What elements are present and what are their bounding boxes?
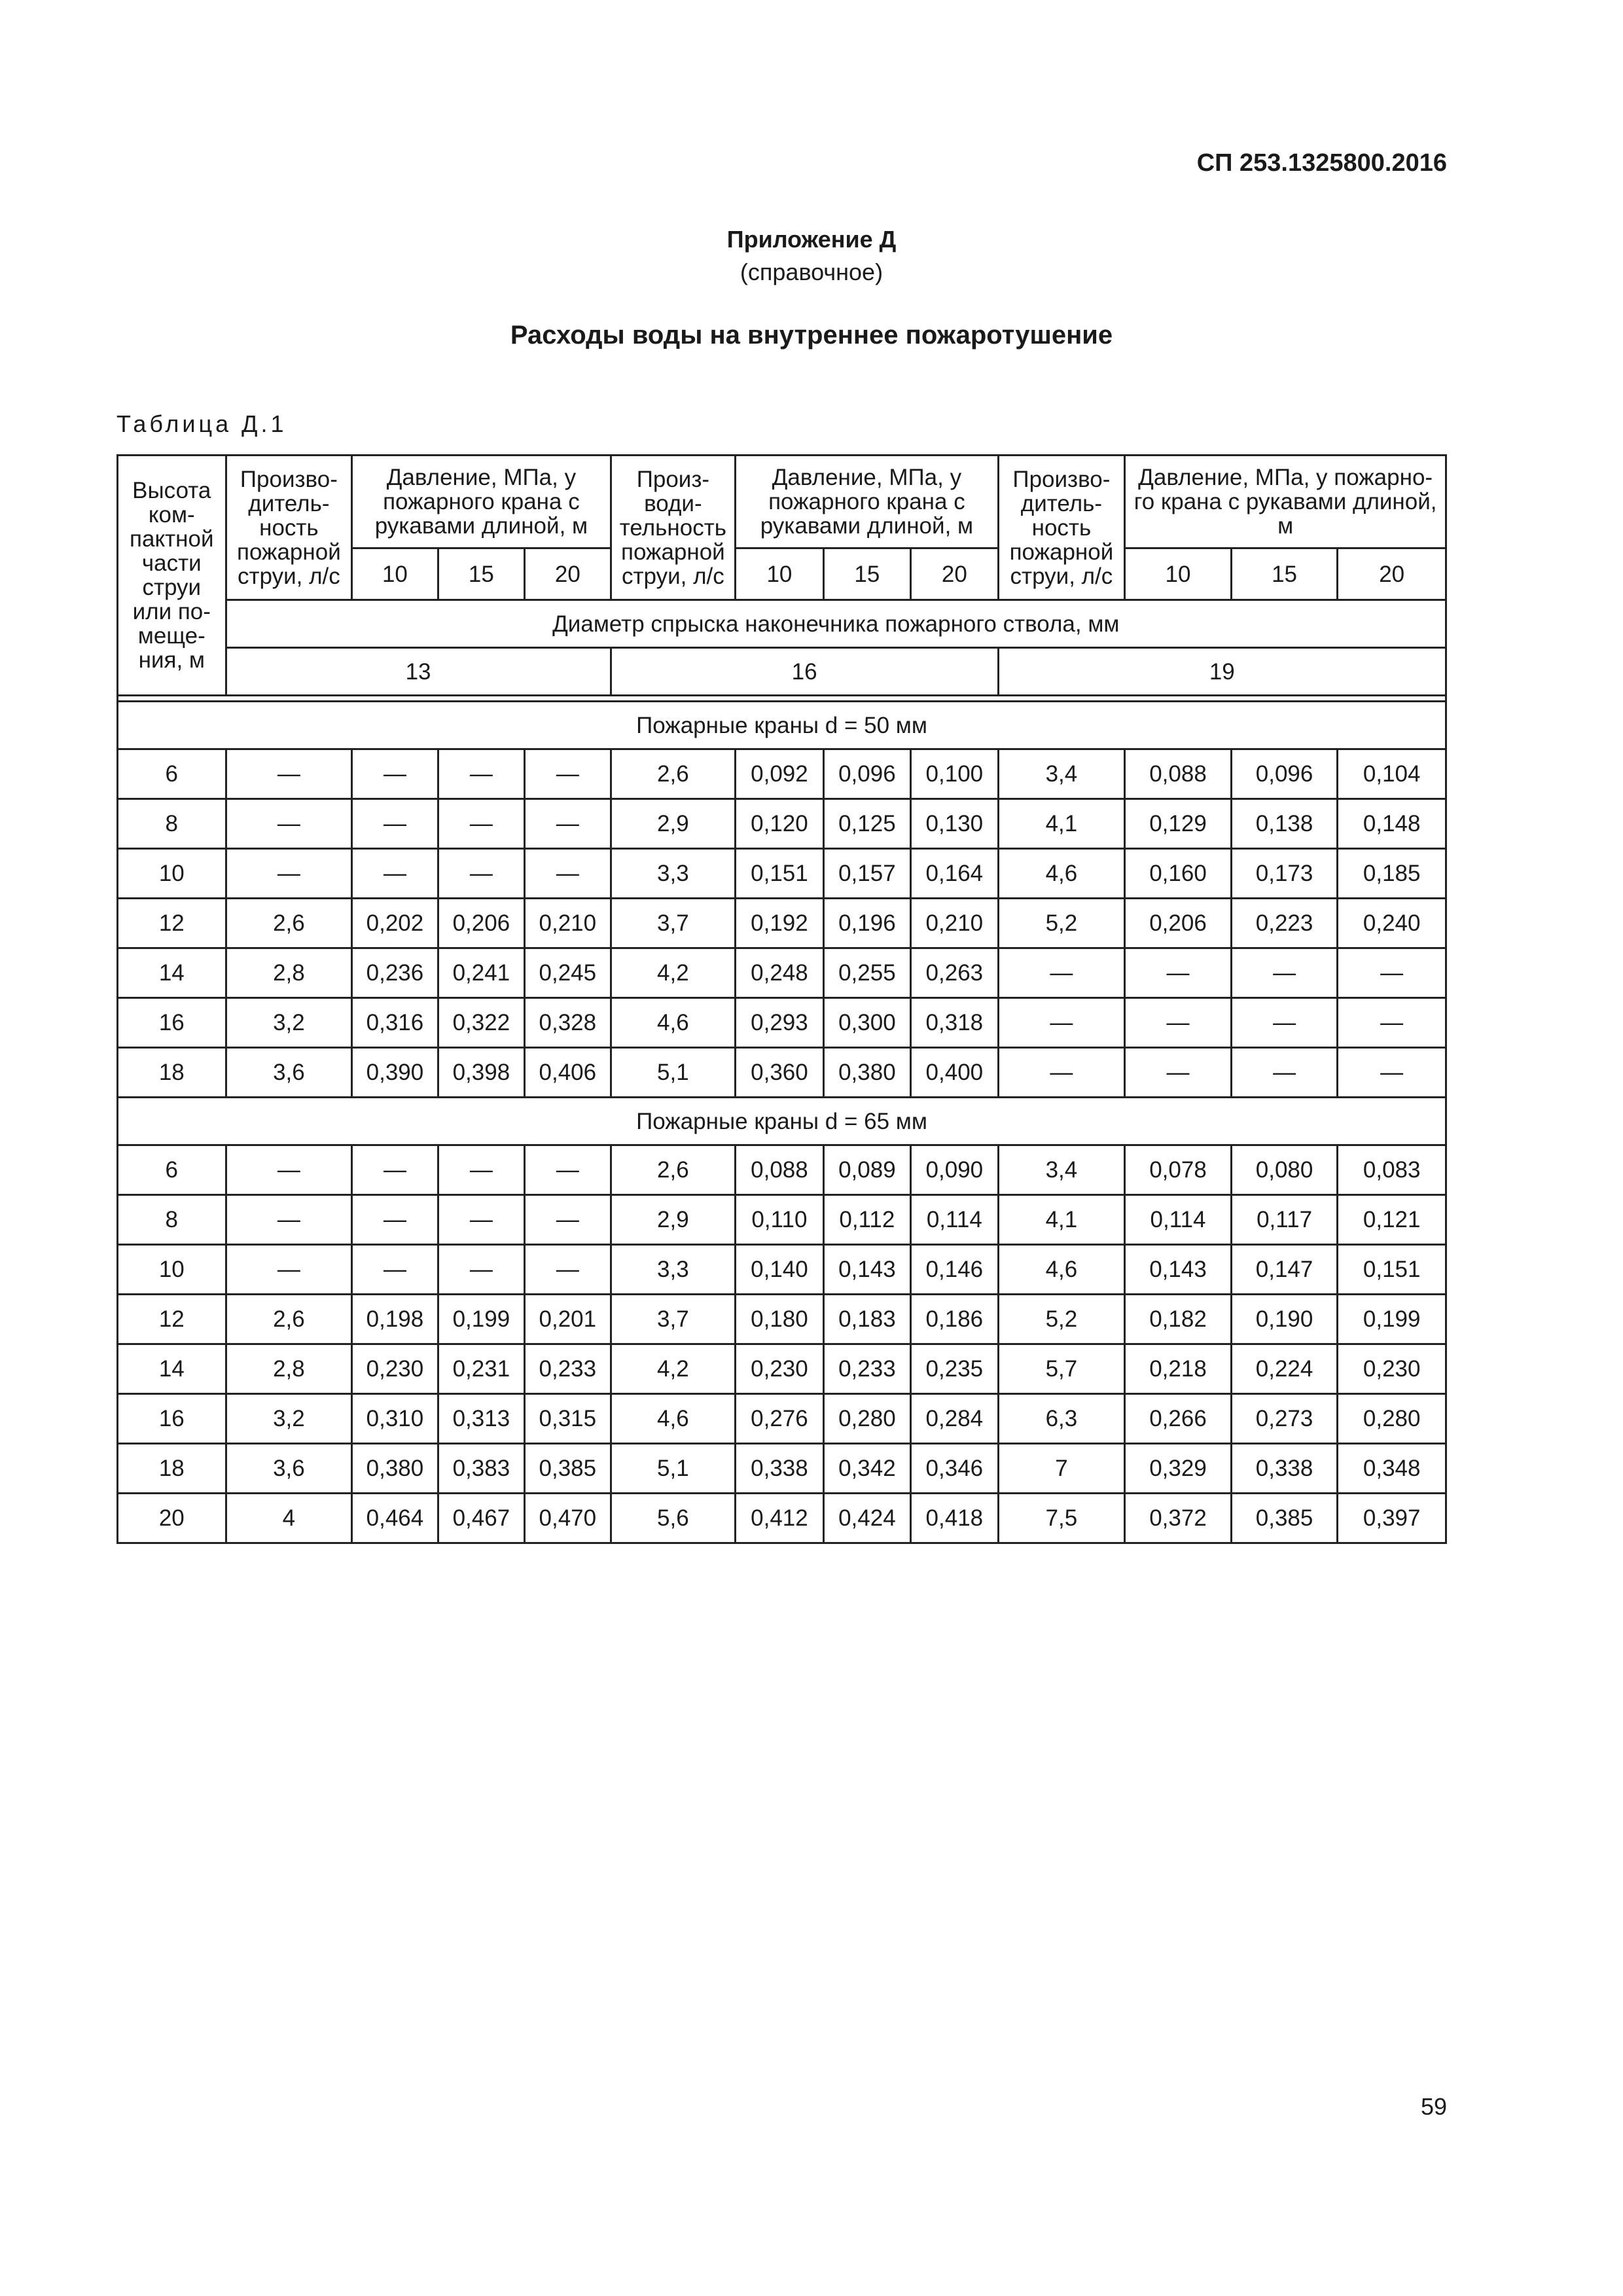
table-cell: 0,470: [525, 1494, 611, 1543]
hose-length-19-10: 10: [1125, 548, 1232, 600]
table-label: Таблица Д.1: [116, 410, 287, 437]
table-cell: —: [525, 749, 611, 799]
section-separator-cell: [118, 696, 1446, 702]
table-cell: 0,125: [823, 799, 910, 849]
row-height-cell: 6: [118, 1145, 226, 1195]
table-cell: 0,110: [736, 1195, 823, 1245]
table-cell: 0,148: [1338, 799, 1446, 849]
table-cell: 0,088: [1125, 749, 1232, 799]
table-row: [118, 1145, 1446, 1195]
table-cell: 3,2: [226, 1394, 352, 1444]
table-cell: 0,157: [823, 849, 910, 899]
table-cell: 2,6: [226, 899, 352, 948]
table-row: [118, 899, 1446, 948]
table-cell: —: [1338, 1048, 1446, 1098]
table-cell: 0,406: [525, 1048, 611, 1098]
table-cell: 2,8: [226, 948, 352, 998]
table-cell: 0,280: [823, 1394, 910, 1444]
table-cell: 0,318: [911, 998, 998, 1048]
nozzle-19: 19: [998, 648, 1446, 696]
table-cell: 0,342: [823, 1444, 910, 1494]
table-cell: 0,206: [1125, 899, 1232, 948]
section-title: Пожарные краны d = 50 мм: [118, 702, 1446, 749]
table-cell: 4,2: [611, 1344, 736, 1394]
table-cell: —: [1231, 998, 1338, 1048]
col-pressure-13-header: Давление, МПа, у пожарного крана с рукавами длиной, м: [352, 456, 611, 548]
table-cell: 0,240: [1338, 899, 1446, 948]
table-cell: 0,147: [1231, 1245, 1338, 1295]
table-cell: 4,1: [998, 1195, 1125, 1245]
row-height-cell: 18: [118, 1048, 226, 1098]
col-flow-19-header: Произво-дитель-ность пожарной струи, л/с: [998, 456, 1125, 600]
table-cell: 0,360: [736, 1048, 823, 1098]
section-title-row: [118, 702, 1446, 749]
table-cell: 0,398: [438, 1048, 524, 1098]
table-cell: 3,3: [611, 849, 736, 899]
table-cell: 2,6: [611, 749, 736, 799]
table-cell: 0,346: [911, 1444, 998, 1494]
table-cell: —: [438, 1195, 524, 1245]
table-cell: 0,424: [823, 1494, 910, 1543]
table-cell: 0,114: [1125, 1195, 1232, 1245]
table-cell: 0,090: [911, 1145, 998, 1195]
table-cell: —: [1338, 998, 1446, 1048]
table-cell: 2,9: [611, 1195, 736, 1245]
table-cell: —: [1231, 948, 1338, 998]
row-height-cell: 14: [118, 948, 226, 998]
table-cell: —: [438, 1245, 524, 1295]
table-cell: 0,092: [736, 749, 823, 799]
table-cell: 3,3: [611, 1245, 736, 1295]
row-height-cell: 10: [118, 1245, 226, 1295]
table-cell: —: [438, 749, 524, 799]
table-cell: 4: [226, 1494, 352, 1543]
table-row: [118, 1344, 1446, 1394]
table-cell: 0,151: [1338, 1245, 1446, 1295]
table-cell: 0,206: [438, 899, 524, 948]
table-cell: 0,160: [1125, 849, 1232, 899]
table-cell: 0,083: [1338, 1145, 1446, 1195]
table-cell: 0,263: [911, 948, 998, 998]
section-title: Расходы воды на внутреннее пожаротушение: [510, 321, 1113, 350]
appendix-title: Приложение Д: [726, 226, 897, 253]
table-cell: 0,183: [823, 1295, 910, 1344]
table-cell: —: [998, 1048, 1125, 1098]
table-cell: 0,235: [911, 1344, 998, 1394]
table-cell: 0,300: [823, 998, 910, 1048]
table-cell: —: [1338, 948, 1446, 998]
table-cell: 4,6: [998, 1245, 1125, 1295]
table-cell: 4,2: [611, 948, 736, 998]
table-cell: 0,348: [1338, 1444, 1446, 1494]
table-row: [118, 998, 1446, 1048]
table-cell: —: [525, 799, 611, 849]
table-cell: 0,186: [911, 1295, 998, 1344]
table-cell: —: [1125, 998, 1232, 1048]
table-cell: —: [352, 1245, 438, 1295]
table-cell: 0,231: [438, 1344, 524, 1394]
table-cell: 0,199: [1338, 1295, 1446, 1344]
table-cell: 0,143: [823, 1245, 910, 1295]
table-cell: 0,185: [1338, 849, 1446, 899]
hose-length-19-20: 20: [1338, 548, 1446, 600]
document-code: СП 253.1325800.2016: [1196, 149, 1447, 177]
table-cell: 0,210: [911, 899, 998, 948]
table-cell: 0,121: [1338, 1195, 1446, 1245]
hose-length-16-20: 20: [911, 548, 998, 600]
table-cell: 0,255: [823, 948, 910, 998]
table-row: [118, 1295, 1446, 1344]
table-row: [118, 799, 1446, 849]
table-cell: 0,198: [352, 1295, 438, 1344]
table-cell: 0,380: [352, 1444, 438, 1494]
table-cell: 0,080: [1231, 1145, 1338, 1195]
section-title-row: [118, 1098, 1446, 1145]
nozzle-13: 13: [226, 648, 611, 696]
row-height-cell: 10: [118, 849, 226, 899]
table-cell: 0,385: [1231, 1494, 1338, 1543]
header-row-nozzle-title: [118, 600, 1446, 648]
table-row: [118, 1195, 1446, 1245]
nozzle-diameter-title: Диаметр спрыска наконечника пожарного ствола, мм: [226, 600, 1446, 648]
table-cell: 0,241: [438, 948, 524, 998]
hose-length-16-10: 10: [736, 548, 823, 600]
header-row-1: [118, 456, 1446, 548]
table-cell: 0,338: [736, 1444, 823, 1494]
table-cell: 0,120: [736, 799, 823, 849]
table-cell: 0,383: [438, 1444, 524, 1494]
table-cell: 0,412: [736, 1494, 823, 1543]
table-cell: 3,7: [611, 1295, 736, 1344]
table-cell: 5,1: [611, 1048, 736, 1098]
hose-length-13-10: 10: [352, 548, 438, 600]
table-cell: 0,129: [1125, 799, 1232, 849]
table-cell: 0,284: [911, 1394, 998, 1444]
table-cell: 0,210: [525, 899, 611, 948]
table-cell: —: [525, 1195, 611, 1245]
table-cell: 4,6: [611, 998, 736, 1048]
table-cell: —: [226, 1195, 352, 1245]
header-row-nozzles: [118, 648, 1446, 696]
table-cell: —: [352, 1195, 438, 1245]
table-cell: —: [438, 1145, 524, 1195]
table-cell: —: [352, 799, 438, 849]
table-cell: 5,2: [998, 1295, 1125, 1344]
section-title: Пожарные краны d = 65 мм: [118, 1098, 1446, 1145]
col-pressure-19-header: Давление, МПа, у пожарно-го крана с рукавами длиной, м: [1125, 456, 1446, 548]
table-cell: —: [226, 1145, 352, 1195]
table-cell: 0,096: [823, 749, 910, 799]
table-cell: 0,310: [352, 1394, 438, 1444]
hose-length-13-20: 20: [525, 548, 611, 600]
table-cell: 0,293: [736, 998, 823, 1048]
row-height-cell: 12: [118, 1295, 226, 1344]
table-cell: 0,273: [1231, 1394, 1338, 1444]
table-cell: 0,190: [1231, 1295, 1338, 1344]
table-cell: 0,089: [823, 1145, 910, 1195]
table-cell: 0,315: [525, 1394, 611, 1444]
table-cell: 0,400: [911, 1048, 998, 1098]
table-cell: 0,182: [1125, 1295, 1232, 1344]
table-cell: 0,313: [438, 1394, 524, 1444]
table-cell: 0,117: [1231, 1195, 1338, 1245]
section-separator: [118, 696, 1446, 702]
table-cell: 0,233: [823, 1344, 910, 1394]
table-cell: 0,218: [1125, 1344, 1232, 1394]
table-cell: 0,151: [736, 849, 823, 899]
col-flow-13-header: Произво-дитель-ность пожарной струи, л/с: [226, 456, 352, 600]
table-cell: 0,104: [1338, 749, 1446, 799]
table-cell: 2,6: [611, 1145, 736, 1195]
row-height-cell: 16: [118, 998, 226, 1048]
table-cell: 0,199: [438, 1295, 524, 1344]
table-cell: 0,464: [352, 1494, 438, 1543]
table-cell: —: [438, 799, 524, 849]
table-cell: 0,096: [1231, 749, 1338, 799]
table-cell: 0,143: [1125, 1245, 1232, 1295]
table-cell: —: [525, 1245, 611, 1295]
table-cell: 5,2: [998, 899, 1125, 948]
table-cell: —: [226, 1245, 352, 1295]
row-height-cell: 6: [118, 749, 226, 799]
table-cell: 0,180: [736, 1295, 823, 1344]
table-cell: 0,192: [736, 899, 823, 948]
table-cell: 0,173: [1231, 849, 1338, 899]
table-cell: 0,223: [1231, 899, 1338, 948]
table-cell: 0,248: [736, 948, 823, 998]
table-cell: 0,338: [1231, 1444, 1338, 1494]
table-cell: 0,372: [1125, 1494, 1232, 1543]
table-cell: —: [525, 849, 611, 899]
table-cell: 5,1: [611, 1444, 736, 1494]
table-cell: 4,6: [611, 1394, 736, 1444]
table-cell: —: [998, 948, 1125, 998]
table-cell: 0,316: [352, 998, 438, 1048]
row-height-cell: 16: [118, 1394, 226, 1444]
row-height-cell: 20: [118, 1494, 226, 1543]
table-cell: 0,390: [352, 1048, 438, 1098]
table-cell: 0,140: [736, 1245, 823, 1295]
table-row: [118, 749, 1446, 799]
table-cell: 0,245: [525, 948, 611, 998]
table-cell: 0,276: [736, 1394, 823, 1444]
table-row: [118, 1444, 1446, 1494]
table-cell: 6,3: [998, 1394, 1125, 1444]
table-cell: 0,322: [438, 998, 524, 1048]
table-cell: 0,164: [911, 849, 998, 899]
table-cell: 3,4: [998, 749, 1125, 799]
table-row: [118, 849, 1446, 899]
table-cell: 0,397: [1338, 1494, 1446, 1543]
table-cell: 0,329: [1125, 1444, 1232, 1494]
table-cell: 0,280: [1338, 1394, 1446, 1444]
row-height-cell: 8: [118, 799, 226, 849]
table-cell: 2,9: [611, 799, 736, 849]
table-cell: 0,114: [911, 1195, 998, 1245]
table-cell: 0,196: [823, 899, 910, 948]
hose-length-16-15: 15: [823, 548, 910, 600]
table-cell: —: [1231, 1048, 1338, 1098]
table-cell: 0,380: [823, 1048, 910, 1098]
table-cell: 5,7: [998, 1344, 1125, 1394]
table-cell: 0,112: [823, 1195, 910, 1245]
table-cell: 0,230: [1338, 1344, 1446, 1394]
table-cell: 0,467: [438, 1494, 524, 1543]
table-cell: 0,266: [1125, 1394, 1232, 1444]
table-row: [118, 1245, 1446, 1295]
table-row: [118, 948, 1446, 998]
table-cell: —: [525, 1145, 611, 1195]
row-height-cell: 8: [118, 1195, 226, 1245]
table-cell: —: [226, 849, 352, 899]
table-cell: 0,230: [736, 1344, 823, 1394]
table-cell: 0,078: [1125, 1145, 1232, 1195]
table-cell: 4,6: [998, 849, 1125, 899]
table-cell: —: [1125, 948, 1232, 998]
table-cell: 3,2: [226, 998, 352, 1048]
table-cell: 0,146: [911, 1245, 998, 1295]
table-cell: 0,100: [911, 749, 998, 799]
row-height-cell: 18: [118, 1444, 226, 1494]
table-cell: 0,202: [352, 899, 438, 948]
row-height-cell: 12: [118, 899, 226, 948]
table-cell: 3,7: [611, 899, 736, 948]
table-cell: 3,6: [226, 1048, 352, 1098]
table-cell: 0,138: [1231, 799, 1338, 849]
table-cell: 0,224: [1231, 1344, 1338, 1394]
hose-length-13-15: 15: [438, 548, 524, 600]
table-cell: —: [352, 749, 438, 799]
table-cell: 0,230: [352, 1344, 438, 1394]
table-row: [118, 1394, 1446, 1444]
table-cell: 2,8: [226, 1344, 352, 1394]
table-row: [118, 1494, 1446, 1543]
water-flow-table: [116, 454, 1447, 1544]
table-cell: —: [352, 1145, 438, 1195]
table-cell: 7,5: [998, 1494, 1125, 1543]
table-cell: —: [1125, 1048, 1232, 1098]
table-cell: 7: [998, 1444, 1125, 1494]
table-cell: 0,201: [525, 1295, 611, 1344]
row-height-cell: 14: [118, 1344, 226, 1394]
table-cell: —: [352, 849, 438, 899]
table-row: [118, 1048, 1446, 1098]
table-cell: 0,385: [525, 1444, 611, 1494]
table-cell: 3,6: [226, 1444, 352, 1494]
table-cell: 0,130: [911, 799, 998, 849]
table-cell: —: [226, 749, 352, 799]
page-number: 59: [1420, 2093, 1447, 2120]
col-height-header: Высота ком-пактной части струи или по-меще-ния, м: [118, 456, 226, 696]
table-cell: 0,088: [736, 1145, 823, 1195]
col-flow-16-header: Произ-води-тельность пожарной струи, л/с: [611, 456, 736, 600]
table-cell: —: [226, 799, 352, 849]
table-cell: 5,6: [611, 1494, 736, 1543]
table-cell: —: [438, 849, 524, 899]
appendix-note: (справочное): [740, 259, 883, 285]
table-cell: 0,328: [525, 998, 611, 1048]
table-cell: 0,418: [911, 1494, 998, 1543]
table-cell: 3,4: [998, 1145, 1125, 1195]
table-cell: —: [998, 998, 1125, 1048]
table-cell: 0,233: [525, 1344, 611, 1394]
table-cell: 0,236: [352, 948, 438, 998]
hose-length-19-15: 15: [1231, 548, 1338, 600]
table-cell: 2,6: [226, 1295, 352, 1344]
table-cell: 4,1: [998, 799, 1125, 849]
nozzle-16: 16: [611, 648, 998, 696]
col-pressure-16-header: Давление, МПа, у пожарного крана с рукавами длиной, м: [736, 456, 998, 548]
